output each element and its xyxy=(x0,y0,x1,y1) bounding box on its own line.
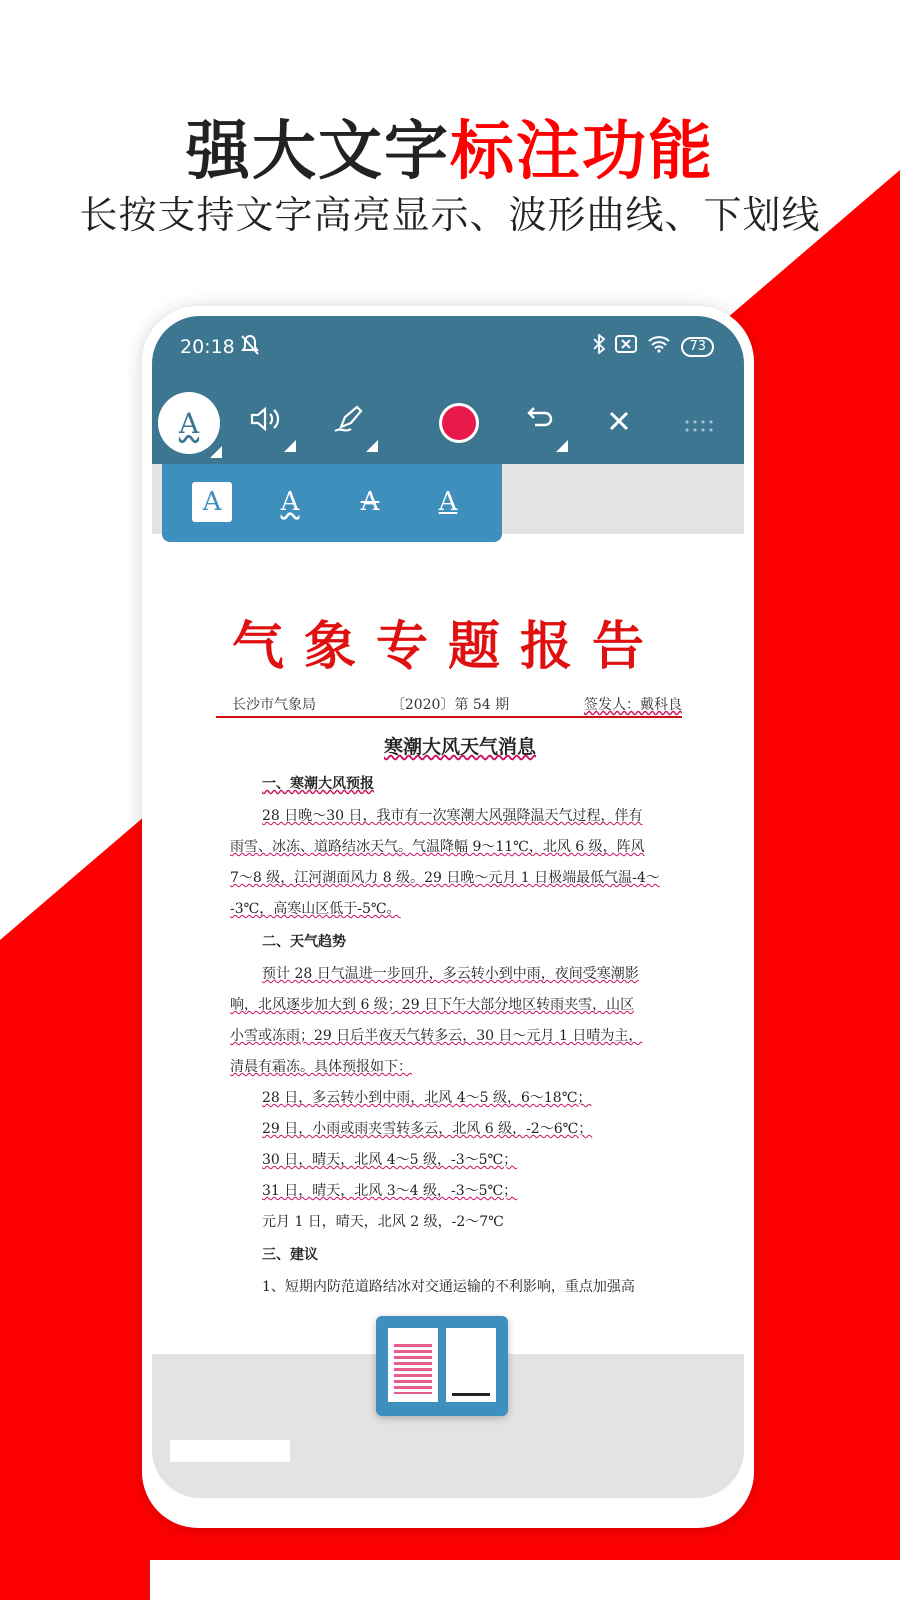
document-heading: 寒潮大风天气消息 xyxy=(383,736,536,758)
speaker-tool-button[interactable] xyxy=(236,392,298,454)
sim-off-icon xyxy=(615,335,637,358)
text-line[interactable]: 响，北风逐步加大到 6 级；29 日下午大部分地区转雨夹雪，山区 xyxy=(230,997,635,1013)
forecast-line[interactable]: 28 日，多云转小到中雨，北风 4～5 级，6～18℃； xyxy=(262,1090,592,1106)
drag-handle[interactable] xyxy=(668,392,730,454)
highlight-style-button[interactable] xyxy=(192,482,232,522)
underline-icon: A xyxy=(438,487,458,517)
close-toolbar-button[interactable] xyxy=(588,392,650,454)
phone-frame xyxy=(142,306,754,1528)
text-line[interactable]: 1、短期内防范道路结冰对交通运输的不利影响，重点加强高 xyxy=(262,1279,635,1295)
section-title: 二、天气趋势 xyxy=(262,934,346,950)
text-line[interactable]: 预计 28 日气温进一步回升，多云转小到中雨，夜间受寒潮影 xyxy=(262,966,639,982)
grip-icon xyxy=(684,406,714,441)
undo-icon xyxy=(521,403,557,443)
text-markup-tool-button[interactable] xyxy=(158,392,220,454)
speaker-icon xyxy=(249,404,285,442)
document-meta xyxy=(232,694,682,714)
text-line[interactable]: 小雪或冻雨；29 日后半夜天气转多云，30 日～元月 1 日晴为主， xyxy=(230,1028,643,1044)
markup-style-submenu xyxy=(162,464,502,542)
document-title: 气象专题报告 xyxy=(231,616,664,677)
battery-icon: 73 xyxy=(681,337,714,357)
thumbnail-page-1 xyxy=(388,1328,438,1402)
text-line[interactable]: 雨雪、冰冻、道路结冰天气。气温降幅 9～11℃，北风 6 级，阵风 xyxy=(230,839,645,855)
text-line[interactable]: -3℃，高寒山区低于-5℃。 xyxy=(230,901,401,917)
forecast-line[interactable]: 29 日，小雨或雨夹雪转多云，北风 6 级，-2～6℃； xyxy=(262,1121,593,1137)
record-icon xyxy=(439,403,479,443)
submenu-corner-indicator xyxy=(284,440,296,452)
meta-issuer: 长沙市气象局 xyxy=(232,697,316,713)
highlight-icon: A xyxy=(202,487,222,517)
phone-screen xyxy=(152,316,744,1498)
section-title: 三、建议 xyxy=(262,1247,318,1263)
submenu-corner-indicator xyxy=(210,446,222,458)
underline-style-button[interactable] xyxy=(428,482,468,522)
promo-subline: 长按支持文字高亮显示、波形曲线、下划线 xyxy=(79,193,821,237)
meta-signatory: 签发人：戴科良 xyxy=(584,697,682,713)
text-markup-icon: A xyxy=(178,406,200,440)
status-bar xyxy=(152,316,744,382)
bottom-bar-fragment xyxy=(170,1440,290,1462)
record-button[interactable] xyxy=(428,392,490,454)
annotation-toolbar xyxy=(152,382,744,464)
status-time: 20:18 xyxy=(180,336,235,358)
text-line[interactable]: 7～8 级，江河湖面风力 8 级。29 日晚～元月 1 日极端最低气温-4～ xyxy=(230,870,660,886)
headline-red-part: 标注功能 xyxy=(450,115,714,189)
bell-muted-icon xyxy=(240,334,260,361)
bluetooth-icon xyxy=(593,334,605,359)
document-page[interactable] xyxy=(152,534,744,1354)
pen-icon xyxy=(331,403,367,443)
forecast-line[interactable]: 31 日，晴天，北风 3～4 级，-3～5℃； xyxy=(262,1183,518,1199)
submenu-corner-indicator xyxy=(556,440,568,452)
document-body xyxy=(230,730,690,1303)
strikethrough-icon: A xyxy=(360,487,380,517)
text-line[interactable]: 清晨有霜冻。具体预报如下： xyxy=(230,1059,412,1075)
thumbnail-page-2 xyxy=(446,1328,496,1402)
headline-black-part: 强大文字 xyxy=(186,115,450,189)
thumbnail-highlighted-lines xyxy=(394,1344,432,1394)
close-icon xyxy=(607,406,631,441)
thumbnail-footer-line xyxy=(452,1393,490,1396)
promo-headline xyxy=(0,100,900,192)
document-red-rule xyxy=(216,716,682,718)
undo-tool-button[interactable] xyxy=(508,392,570,454)
wavy-underline-icon: A xyxy=(280,487,300,517)
meta-issue-number: 〔2020〕第 54 期 xyxy=(390,697,510,713)
system-icons xyxy=(593,334,714,359)
section-title: 一、寒潮大风预报 xyxy=(262,776,374,792)
forecast-line[interactable]: 元月 1 日，晴天，北风 2 级，-2～7℃ xyxy=(262,1214,504,1230)
pen-tool-button[interactable] xyxy=(318,392,380,454)
text-line[interactable]: 28 日晚～30 日，我市有一次寒潮大风强降温天气过程，伴有 xyxy=(262,808,643,824)
page-thumbnail-preview[interactable] xyxy=(376,1316,508,1416)
forecast-line[interactable]: 30 日，晴天，北风 4～5 级，-3～5℃； xyxy=(262,1152,518,1168)
submenu-corner-indicator xyxy=(366,440,378,452)
wavy-underline-style-button[interactable] xyxy=(270,482,310,522)
wifi-icon xyxy=(647,335,671,358)
strikethrough-style-button[interactable] xyxy=(350,482,390,522)
bottom-white-strip xyxy=(150,1560,900,1600)
